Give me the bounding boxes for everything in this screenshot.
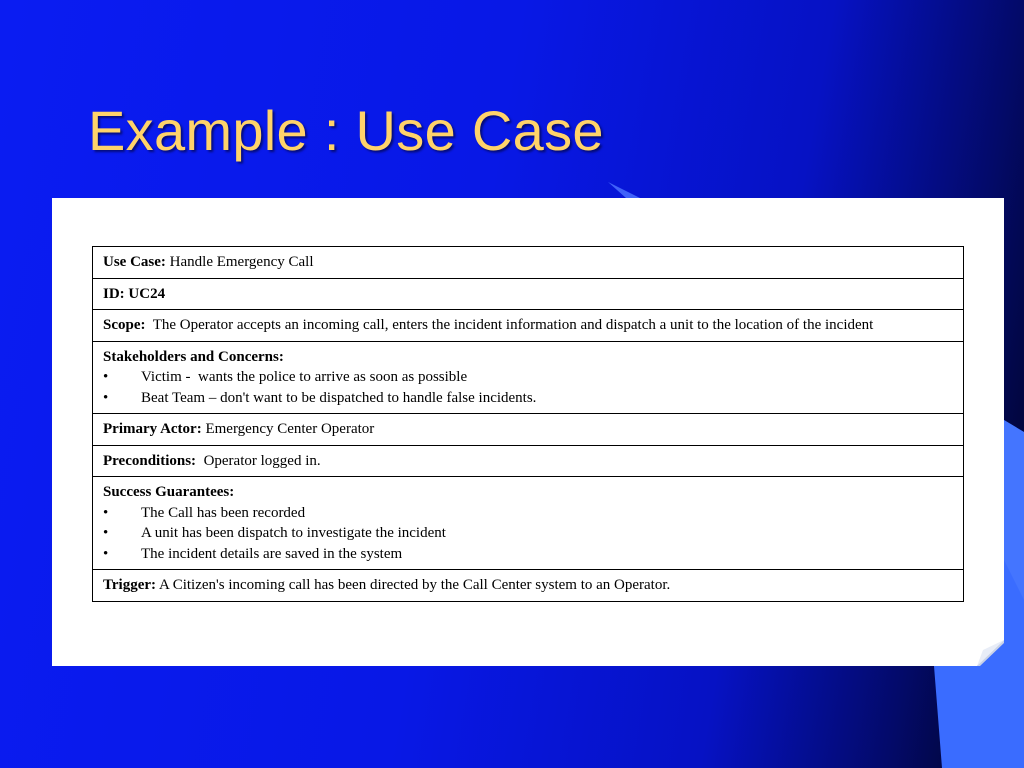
row-use-case bbox=[93, 247, 964, 279]
bullet-icon: • bbox=[103, 389, 109, 406]
trigger-value: A Citizen's incoming call has been directed by the Call Center system to an Operator. bbox=[156, 577, 671, 593]
list-item bbox=[103, 388, 953, 409]
use-case-label: Use Case: bbox=[103, 254, 166, 270]
bullet-icon: • bbox=[103, 504, 109, 521]
primary-actor-value: Emergency Center Operator bbox=[201, 421, 375, 437]
row-preconditions bbox=[93, 445, 964, 477]
row-scope bbox=[93, 310, 964, 342]
scope-value: The Operator accepts an incoming call, enters the incident information and dispatch a unit to the location of the incident bbox=[145, 317, 874, 333]
row-id bbox=[93, 278, 964, 310]
use-case-table bbox=[92, 246, 964, 602]
guarantee-text: The Call has been recorded bbox=[141, 504, 306, 521]
list-item bbox=[103, 503, 953, 524]
list-item bbox=[103, 544, 953, 565]
trigger-label: Trigger: bbox=[103, 577, 157, 593]
id-value: ID: UC24 bbox=[103, 285, 166, 302]
bullet-icon: • bbox=[103, 545, 109, 562]
row-success-guarantees bbox=[93, 477, 964, 570]
success-guarantees-list bbox=[103, 503, 953, 565]
preconditions-label: Preconditions: bbox=[103, 452, 197, 469]
guarantee-text: A unit has been dispatch to investigate the incident bbox=[141, 525, 446, 541]
success-guarantees-label: Success Guarantees: bbox=[103, 484, 235, 500]
stakeholders-list bbox=[103, 367, 953, 408]
row-primary-actor bbox=[93, 414, 964, 446]
page-curl bbox=[977, 640, 1004, 666]
row-stakeholders bbox=[93, 341, 964, 414]
primary-actor-label: Primary Actor: bbox=[103, 421, 202, 437]
preconditions-value: Operator logged in. bbox=[196, 452, 321, 469]
stakeholder-text: Beat Team – don't want to be dispatched to handle false incidents. bbox=[141, 389, 537, 406]
scope-label: Scope: bbox=[103, 317, 146, 333]
scope-text bbox=[103, 315, 953, 336]
use-case-value: Handle Emergency Call bbox=[165, 254, 314, 270]
bullet-icon: • bbox=[103, 525, 109, 541]
stakeholders-label: Stakeholders and Concerns: bbox=[103, 348, 284, 365]
guarantee-text: The incident details are saved in the system bbox=[141, 545, 403, 562]
list-item bbox=[103, 367, 953, 388]
slide-title: Example : Use Case bbox=[88, 99, 604, 162]
stakeholder-text: Victim - wants the police to arrive as soon as possible bbox=[141, 369, 468, 385]
bullet-icon: • bbox=[103, 369, 109, 385]
row-trigger bbox=[93, 570, 964, 602]
list-item bbox=[103, 523, 953, 544]
